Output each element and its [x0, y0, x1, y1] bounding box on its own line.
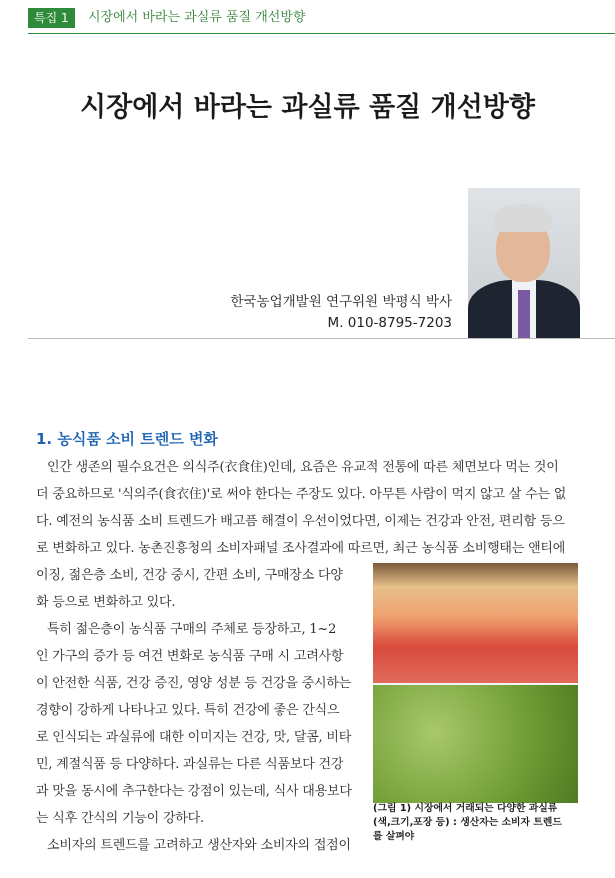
packed-grapes-image [373, 685, 578, 803]
figure-caption [373, 802, 578, 844]
body-line: 화 등으로 변화하고 있다. [36, 595, 176, 610]
boxed-apples-image [373, 563, 578, 683]
running-title: 시장에서 바라는 과실류 품질 개선방향 [88, 10, 306, 25]
caption-line: (그림 1) 시장에서 거래되는 다양한 과실류 [373, 803, 558, 814]
body-line: 민, 계절식품 등 다양하다. 과실류는 다른 식품보다 건강 [36, 757, 344, 772]
caption-line: 를 살펴야 [373, 831, 415, 842]
body-line: 다. 예전의 농식품 소비 트렌드가 배고픔 해결이 우선이었다면, 이제는 건강과 안전, 편리함 등으 [36, 514, 565, 529]
author-affiliation: 한국농업개발원 연구위원 박평식 박사 [230, 294, 452, 310]
author-phone: M. 010-8795-7203 [327, 315, 452, 331]
feature-tag: 특집 1 [28, 8, 75, 28]
body-line: 인간 생존의 필수요건은 의식주(衣食住)인데, 요즘은 유교적 전통에 따른 체면보다 먹는 것이 [47, 460, 559, 475]
page-header [0, 0, 615, 34]
body-line: 경향이 강하게 나타나고 있다. 특히 건강에 좋은 간식으 [36, 703, 340, 718]
caption-line: (색,크기,포장 등) : 생산자는 소비자 트렌드 [373, 817, 562, 828]
body-line: 이 안전한 식품, 건강 증진, 영양 성분 등 건강을 중시하는 [36, 676, 352, 691]
header-divider [28, 33, 615, 34]
body-line: 인 가구의 증가 등 여건 변화로 농식품 구매 시 고려사항 [36, 649, 344, 664]
section-heading: 1. 농식품 소비 트렌드 변화 [36, 430, 218, 448]
body-line: 로 인식되는 과실류에 대한 이미지는 건강, 맛, 달콤, 비타 [36, 730, 352, 745]
author-divider [28, 338, 615, 339]
body-line: 더 중요하므로 '식의주(食衣住)'로 써야 한다는 주장도 있다. 아무튼 사람이 먹지 않고 살 수는 없 [36, 487, 567, 502]
body-line: 는 식후 간식의 기능이 강하다. [36, 811, 204, 826]
body-line: 로 변화하고 있다. 농촌진흥청의 소비자패널 조사결과에 따르면, 최근 농식품 소비행태는 앤티에 [36, 541, 566, 556]
article-title: 시장에서 바라는 과실류 품질 개선방향 [80, 92, 535, 123]
author-info [230, 292, 452, 334]
body-line: 과 맛을 동시에 추구한다는 강점이 있는데, 식사 대용보다 [36, 784, 352, 799]
body-line: 소비자의 트렌드를 고려하고 생산자와 소비자의 접점이 [47, 838, 351, 853]
fruit-market-figure [373, 563, 578, 803]
body-line: 특히 젊은층이 농식품 구매의 주체로 등장하고, 1~2 [47, 622, 337, 637]
body-line: 이징, 젊은층 소비, 건강 중시, 간편 소비, 구매장소 다양 [36, 568, 343, 583]
author-photo [468, 188, 580, 338]
